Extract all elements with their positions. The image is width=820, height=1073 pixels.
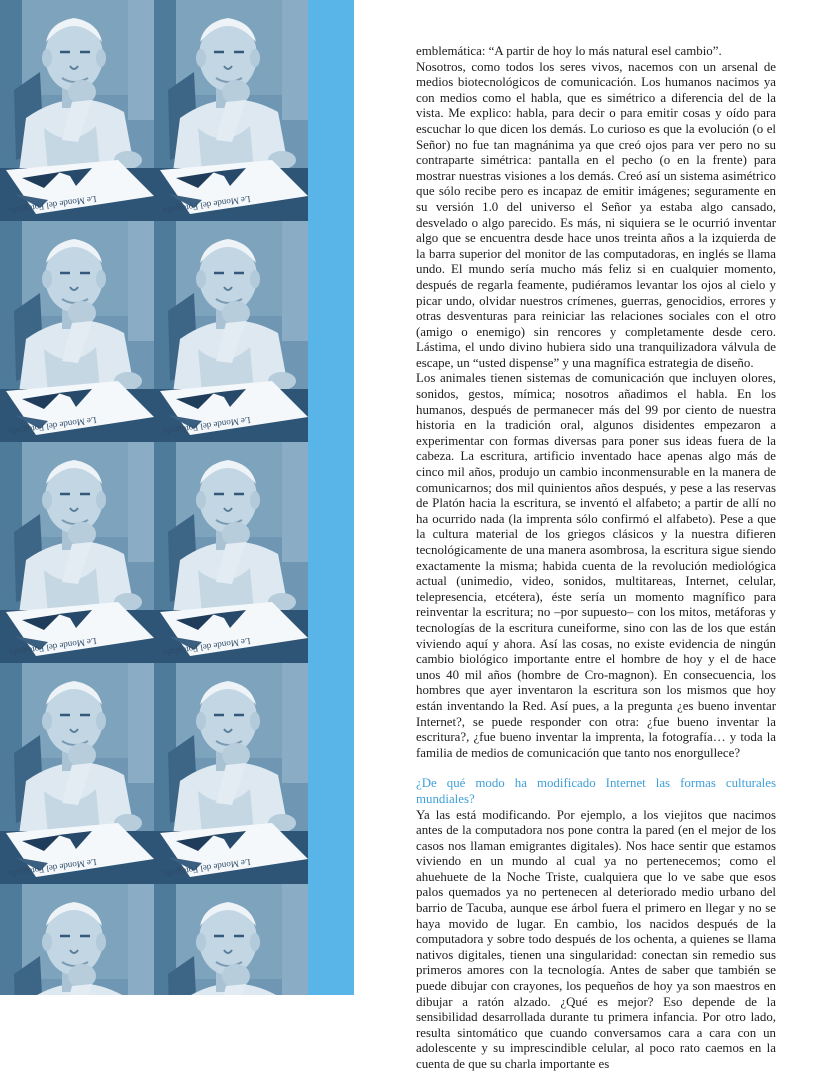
photo-tile [154, 221, 308, 442]
man-reading-photo [154, 221, 308, 442]
man-reading-photo [0, 884, 154, 995]
man-reading-photo [0, 0, 154, 221]
man-reading-photo [0, 663, 154, 884]
photo-strip [0, 0, 308, 995]
interview-question: ¿De qué modo ha modificado Internet las formas culturales mundiales? [416, 776, 776, 806]
photo-tile [0, 0, 154, 221]
photo-tile [154, 0, 308, 221]
photo-tile [0, 884, 154, 995]
photo-tile [154, 442, 308, 663]
article-column [416, 44, 776, 1073]
accent-bar [308, 0, 354, 995]
photo-tile [154, 884, 308, 995]
man-reading-photo [154, 442, 308, 663]
photo-tile [0, 442, 154, 663]
photo-tile [0, 663, 154, 884]
paragraph: Los animales tienen sistemas de comunicación que incluyen olores, sonidos, gestos, mímica; nosotros añadimos el habla. En los humanos, después de permanecer más del 99 por ciento de nuestra historia en la tradición oral, algunos disidentes empezaron a experimentar con formas diversas para poner sus ideas fuera de la cabeza. La escritura, artificio inventado hace apenas algo más de cinco mil años, produjo un cambio inconmensurable en la manera de comunicarnos; dos mil quinientos años después, y pese a las reservas de Platón hacia la escritura, se inventó el alfabeto; a partir de allí no ha ocurrido nada (la imprenta sólo confirmó el alfabeto). Pese a que la cultura material de los griegos clásicos y la nuestra difieren tecnológicamente de una manera asombrosa, la escritura sigue siendo exactamente la misma; habida cuenta de la revolución mediológica actual (unimedio, video, sonidos, multitareas, Internet, celular, telepresencia, etcétera), éste sería un momento magnífico para reinventar la escritura; no –por supuesto– con los mitos, metáforas y tecnologías de la escritura cuneiforme, sino con las de los que están viviendo aquí y ahora. Así las cosas, no existe evidencia de ningún cambio biológico importante entre el hombre de hoy y el de hace unos 40 mil años (hombre de Cro-magnon). En consecuencia, los hombres que ayer inventaron la escritura son los mismos que hoy están inventando la Red. Así pues, a la pregunta ¿es bueno inventar Internet?, se puede responder con otra: ¿fue bueno inventar la escritura?, ¿fue bueno inventar la imprenta, la fotografía… y toda la familia de medios de comunicación que tanto nos enorgullece? [416, 371, 776, 760]
paragraph: emblemática: “A partir de hoy lo más natural esel cambio”. [416, 44, 722, 58]
paragraph: Nosotros, como todos los seres vivos, nacemos con un arsenal de medios biotecnológicos de comunicación. Los humanos nacimos ya con medios como el habla, que es simétrico a diferencia del de la vista. Me explico: habla, para decir o para emitir cosas y oído para escuchar lo que dicen los demás. Lo curioso es que la evolución (o el Señor) no fue tan magnánima ya que creó ojos para ver pero no su contraparte simétrica: pantalla en el pecho (o en la frente) para mostrar nuestras visiones a los demás. Creó así un sistema asimétrico que sólo recibe pero es incapaz de emitir imágenes; seguramente en su versión 1.0 del universo el Señor ya estaba algo cansado, desvelado o algo parecido. Es más, ni siquiera se le ocurrió inventar algo que se encuentra desde hace unos treinta años a la izquierda de la barra superior del monitor de las computadoras, en inglés se llama undo. El mundo sería mucho más feliz si en cualquier momento, después de regarla feamente, pudiéramos levantar los ojos al cielo y picar undo, olvidar nuestros crímenes, guerras, genocidios, errores y otras desventuras para reiniciar las relaciones sociales con el otro (amigo o enemigo) sin rencores y completamente desde cero. Lástima, el undo divino hubiera sido una tranquilizadora válvula de escape, un “usted dispense” y una magnífica estrategia de diseño. [416, 59, 776, 370]
man-reading-photo [154, 0, 308, 221]
man-reading-photo [154, 884, 308, 995]
man-reading-photo [0, 442, 154, 663]
man-reading-photo [154, 663, 308, 884]
photo-tile [154, 663, 308, 884]
interview-answer: Ya las está modificando. Por ejemplo, a los viejitos que nacimos antes de la computadora nos pone contra la pared (en el mejor de los casos nos llaman emigrantes digitales). Nos hace sentir que estamos viviendo en un mundo al cual ya no pertenecemos; como el ahuehuete de la Noche Triste, cualquiera que lo ve sabe que esos palos quemados ya no pertenecen al deteriorado medio urbano del barrio de Tacuba, aunque ese árbol fuera el primero en llegar y no se haya movido de lugar. En cambio, los nacidos después de la computadora y sobre todo después de los ochenta, a quienes se llama nativos digitales, tienen una singularidad: conectan sin remedio sus primeros amores con la tecnología. Antes de saber que también se puede dibujar con crayones, los pequeños de hoy ya son maestros en dibujar a ratón alzado. ¿Qué es mejor? Eso depende de la sensibilidad desarrollada durante tu primera infancia. Por otro lado, resulta sintomático que cuando conversamos cara a cara con un adolescente y su imprescindible celular, al poco rato caemos en la cuenta de que su charla importante es [416, 807, 776, 1071]
photo-tile [0, 221, 154, 442]
man-reading-photo [0, 221, 154, 442]
